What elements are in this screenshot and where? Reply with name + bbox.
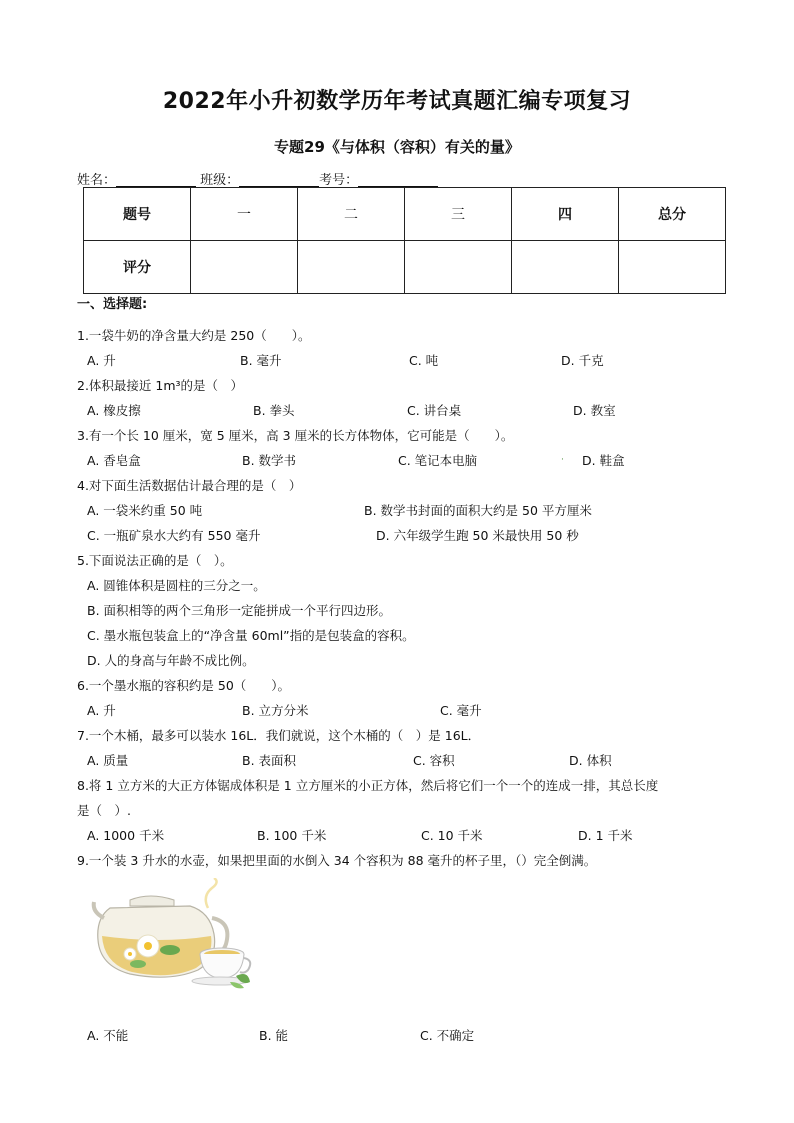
option[interactable]: B. 数学书封面的面积大约是 50 平方厘米 bbox=[364, 503, 592, 518]
option[interactable]: A. 升 bbox=[87, 703, 116, 718]
question-stem: 4.对下面生活数据估计最合理的是（ ） bbox=[77, 478, 302, 493]
option[interactable]: D. 六年级学生跑 50 米最快用 50 秒 bbox=[376, 528, 579, 543]
class-blank[interactable] bbox=[239, 172, 319, 187]
score-table-score-row bbox=[84, 241, 726, 294]
class-label: 班级： bbox=[200, 173, 240, 188]
score-entry-cell[interactable] bbox=[298, 241, 405, 294]
question-stem: 3.有一个长 10 厘米，宽 5 厘米，高 3 厘米的长方体物体，它可能是（ ）。 bbox=[77, 428, 514, 443]
option[interactable]: B. 立方分米 bbox=[242, 703, 309, 718]
option[interactable]: B. 毫升 bbox=[240, 353, 282, 368]
name-blank[interactable] bbox=[116, 172, 196, 187]
score-table-cell: 三 bbox=[405, 188, 512, 241]
stray-dot: · bbox=[561, 455, 564, 465]
name-label: 姓名： bbox=[77, 173, 117, 188]
question-stem: 9.一个装 3 升水的水壶，如果把里面的水倒入 34 个容积为 88 毫升的杯子里，（）完全倒满。 bbox=[77, 853, 597, 868]
option[interactable]: A. 圆锥体积是圆柱的三分之一。 bbox=[87, 578, 266, 593]
exam-number-blank[interactable] bbox=[358, 172, 438, 187]
option[interactable]: B. 100 千米 bbox=[257, 828, 327, 843]
score-table-cell: 四 bbox=[512, 188, 619, 241]
option[interactable]: D. 人的身高与年龄不成比例。 bbox=[87, 653, 255, 668]
option[interactable]: C. 10 千米 bbox=[421, 828, 483, 843]
score-entry-cell[interactable] bbox=[405, 241, 512, 294]
question-stem: 2.体积最接近 1m³的是（ ） bbox=[77, 378, 244, 393]
option[interactable]: C. 一瓶矿泉水大约有 550 毫升 bbox=[87, 528, 261, 543]
option[interactable]: B. 表面积 bbox=[242, 753, 297, 768]
question-stem: 1.一袋牛奶的净含量大约是 250（ ）。 bbox=[77, 328, 311, 343]
option[interactable]: C. 容积 bbox=[413, 753, 455, 768]
option[interactable]: B. 面积相等的两个三角形一定能拼成一个平行四边形。 bbox=[87, 603, 392, 618]
option[interactable]: C. 毫升 bbox=[440, 703, 482, 718]
question-stem: 6.一个墨水瓶的容积约是 50（ ）。 bbox=[77, 678, 291, 693]
option[interactable]: A. 橡皮擦 bbox=[87, 403, 141, 418]
option[interactable]: A. 香皂盒 bbox=[87, 453, 141, 468]
option[interactable]: B. 能 bbox=[259, 1028, 289, 1043]
option[interactable]: A. 质量 bbox=[87, 753, 129, 768]
option[interactable]: A. 一袋米约重 50 吨 bbox=[87, 503, 203, 518]
score-entry-cell[interactable] bbox=[191, 241, 298, 294]
score-table-header-row bbox=[84, 188, 726, 241]
option[interactable]: D. 体积 bbox=[569, 753, 612, 768]
score-table-cell: 题号 bbox=[84, 188, 191, 241]
score-entry-cell[interactable] bbox=[619, 241, 726, 294]
option[interactable]: D. 1 千米 bbox=[578, 828, 633, 843]
score-row-label: 评分 bbox=[84, 241, 191, 294]
option[interactable]: A. 升 bbox=[87, 353, 116, 368]
option[interactable]: D. 鞋盒 bbox=[582, 453, 625, 468]
option[interactable]: A. 不能 bbox=[87, 1028, 129, 1043]
student-info-line bbox=[77, 169, 438, 188]
question-stem: 5.下面说法正确的是（ ）。 bbox=[77, 553, 233, 568]
score-table bbox=[83, 187, 726, 294]
option[interactable]: A. 1000 千米 bbox=[87, 828, 165, 843]
score-table-cell: 二 bbox=[298, 188, 405, 241]
exam-label: 考号： bbox=[319, 173, 359, 188]
option[interactable]: C. 墨水瓶包装盒上的“净含量 60ml”指的是包装盒的容积。 bbox=[87, 628, 415, 643]
score-entry-cell[interactable] bbox=[512, 241, 619, 294]
option[interactable]: D. 教室 bbox=[573, 403, 616, 418]
option[interactable]: C. 讲台桌 bbox=[407, 403, 462, 418]
question-stem: 7.一个木桶，最多可以装水 16L．我们就说，这个木桶的（ ）是 16L． bbox=[77, 728, 481, 743]
option[interactable]: C. 笔记本电脑 bbox=[398, 453, 478, 468]
section-title: 一、选择题: bbox=[77, 297, 148, 312]
question-stem: 8.将 1 立方米的大正方体锯成体积是 1 立方厘米的小正方体，然后将它们一个一个的连成一排，其总长度 bbox=[77, 778, 659, 793]
option[interactable]: C. 不确定 bbox=[420, 1028, 475, 1043]
option[interactable]: B. 数学书 bbox=[242, 453, 297, 468]
teapot-teacup-illustration bbox=[90, 878, 252, 990]
score-table-cell: 一 bbox=[191, 188, 298, 241]
option[interactable]: B. 拳头 bbox=[253, 403, 295, 418]
page-subtitle: 专题29《与体积（容积）有关的量》 bbox=[274, 138, 520, 156]
option[interactable]: C. 吨 bbox=[409, 353, 439, 368]
question-stem-continued: 是（ ）. bbox=[77, 803, 131, 818]
option[interactable]: D. 千克 bbox=[561, 353, 604, 368]
page-title: 2022年小升初数学历年考试真题汇编专项复习 bbox=[162, 89, 632, 114]
score-table-cell: 总分 bbox=[619, 188, 726, 241]
